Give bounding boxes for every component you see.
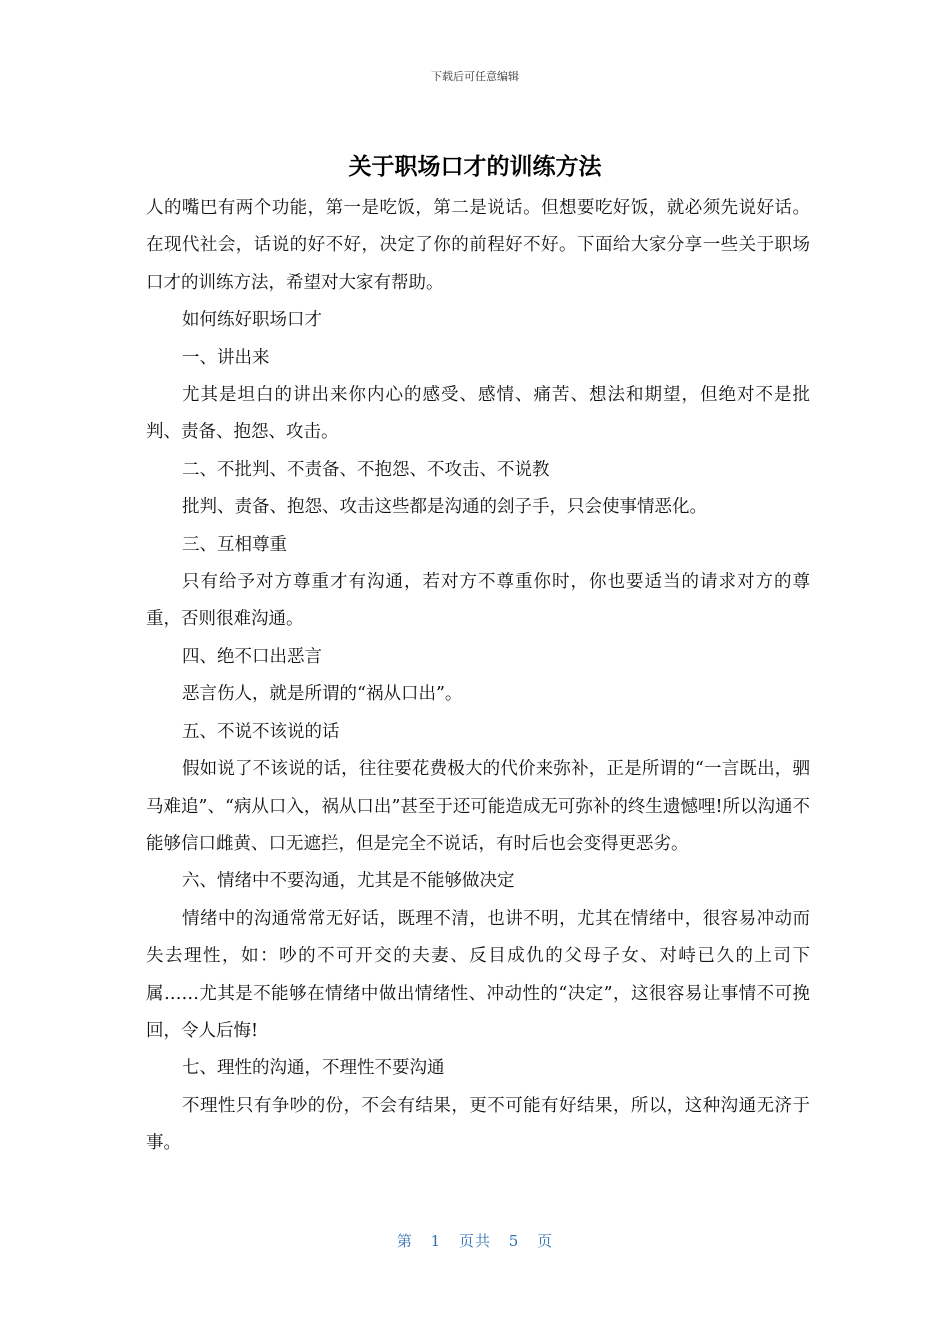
- document-title: 关于职场口才的训练方法: [348, 154, 602, 180]
- document-body: [146, 190, 810, 1163]
- paragraph: 假如说了不该说的话，往往要花费极大的代价来弥补，正是所谓的“一言既出，驷马难追”、“病从口入，祸从口出”甚至于还可能造成无可弥补的终生遗憾哩!所以沟通不能够信口雌黄、口无遮拦，但是完全不说话，有时后也会变得更恶劣。: [146, 759, 810, 854]
- paragraph: 不理性只有争吵的份，不会有结果，更不可能有好结果，所以，这种沟通无济于事。: [146, 1095, 810, 1154]
- section-heading: 如何练好职场口才: [182, 310, 322, 331]
- section-heading: 三、互相尊重: [182, 534, 287, 555]
- footer-total-pages: 5: [508, 1232, 520, 1250]
- section-heading: 二、不批判、不责备、不抱怨、不攻击、不说教: [182, 459, 550, 480]
- footer-current-page: 1: [430, 1232, 442, 1250]
- paragraph: 批判、责备、抱怨、攻击这些都是沟通的刽子手，只会使事情恶化。: [182, 497, 707, 518]
- section-heading: 七、理性的沟通，不理性不要沟通: [182, 1058, 445, 1079]
- section-heading: 六、情绪中不要沟通，尤其是不能够做决定: [182, 871, 515, 892]
- page-footer: [0, 1230, 950, 1251]
- footer-page-suffix: 页: [537, 1232, 554, 1250]
- footer-page-mid: 页共: [458, 1232, 491, 1250]
- section-heading: 一、讲出来: [182, 347, 270, 368]
- paragraph: 情绪中的沟通常常无好话，既理不清，也讲不明，尤其在情绪中，很容易冲动而失去理性，如：吵的不可开交的夫妻、反目成仇的父母子女、对峙已久的上司下属……尤其是不能够在情绪中做出情绪性、冲动性的“决定”，这很容易让事情不可挽回，令人后悔!: [146, 908, 810, 1041]
- paragraph: 恶言伤人，就是所谓的“祸从口出”。: [182, 684, 463, 705]
- header-note: 下载后可任意编辑: [431, 70, 519, 83]
- section-heading: 五、不说不该说的话: [182, 721, 340, 742]
- section-heading: 四、绝不口出恶言: [182, 646, 322, 667]
- paragraph-intro: 人的嘴巴有两个功能，第一是吃饭，第二是说话。但想要吃好饭，就必须先说好话。在现代社会，话说的好不好，决定了你的前程好不好。下面给大家分享一些关于职场口才的训练方法，希望对大家有帮助。: [146, 198, 810, 293]
- paragraph: 尤其是坦白的讲出来你内心的感受、感情、痛苦、想法和期望，但绝对不是批判、责备、抱怨、攻击。: [146, 385, 810, 443]
- footer-page-prefix: 第: [396, 1232, 413, 1250]
- paragraph: 只有给予对方尊重才有沟通，若对方不尊重你时，你也要适当的请求对方的尊重，否则很难沟通。: [146, 572, 810, 630]
